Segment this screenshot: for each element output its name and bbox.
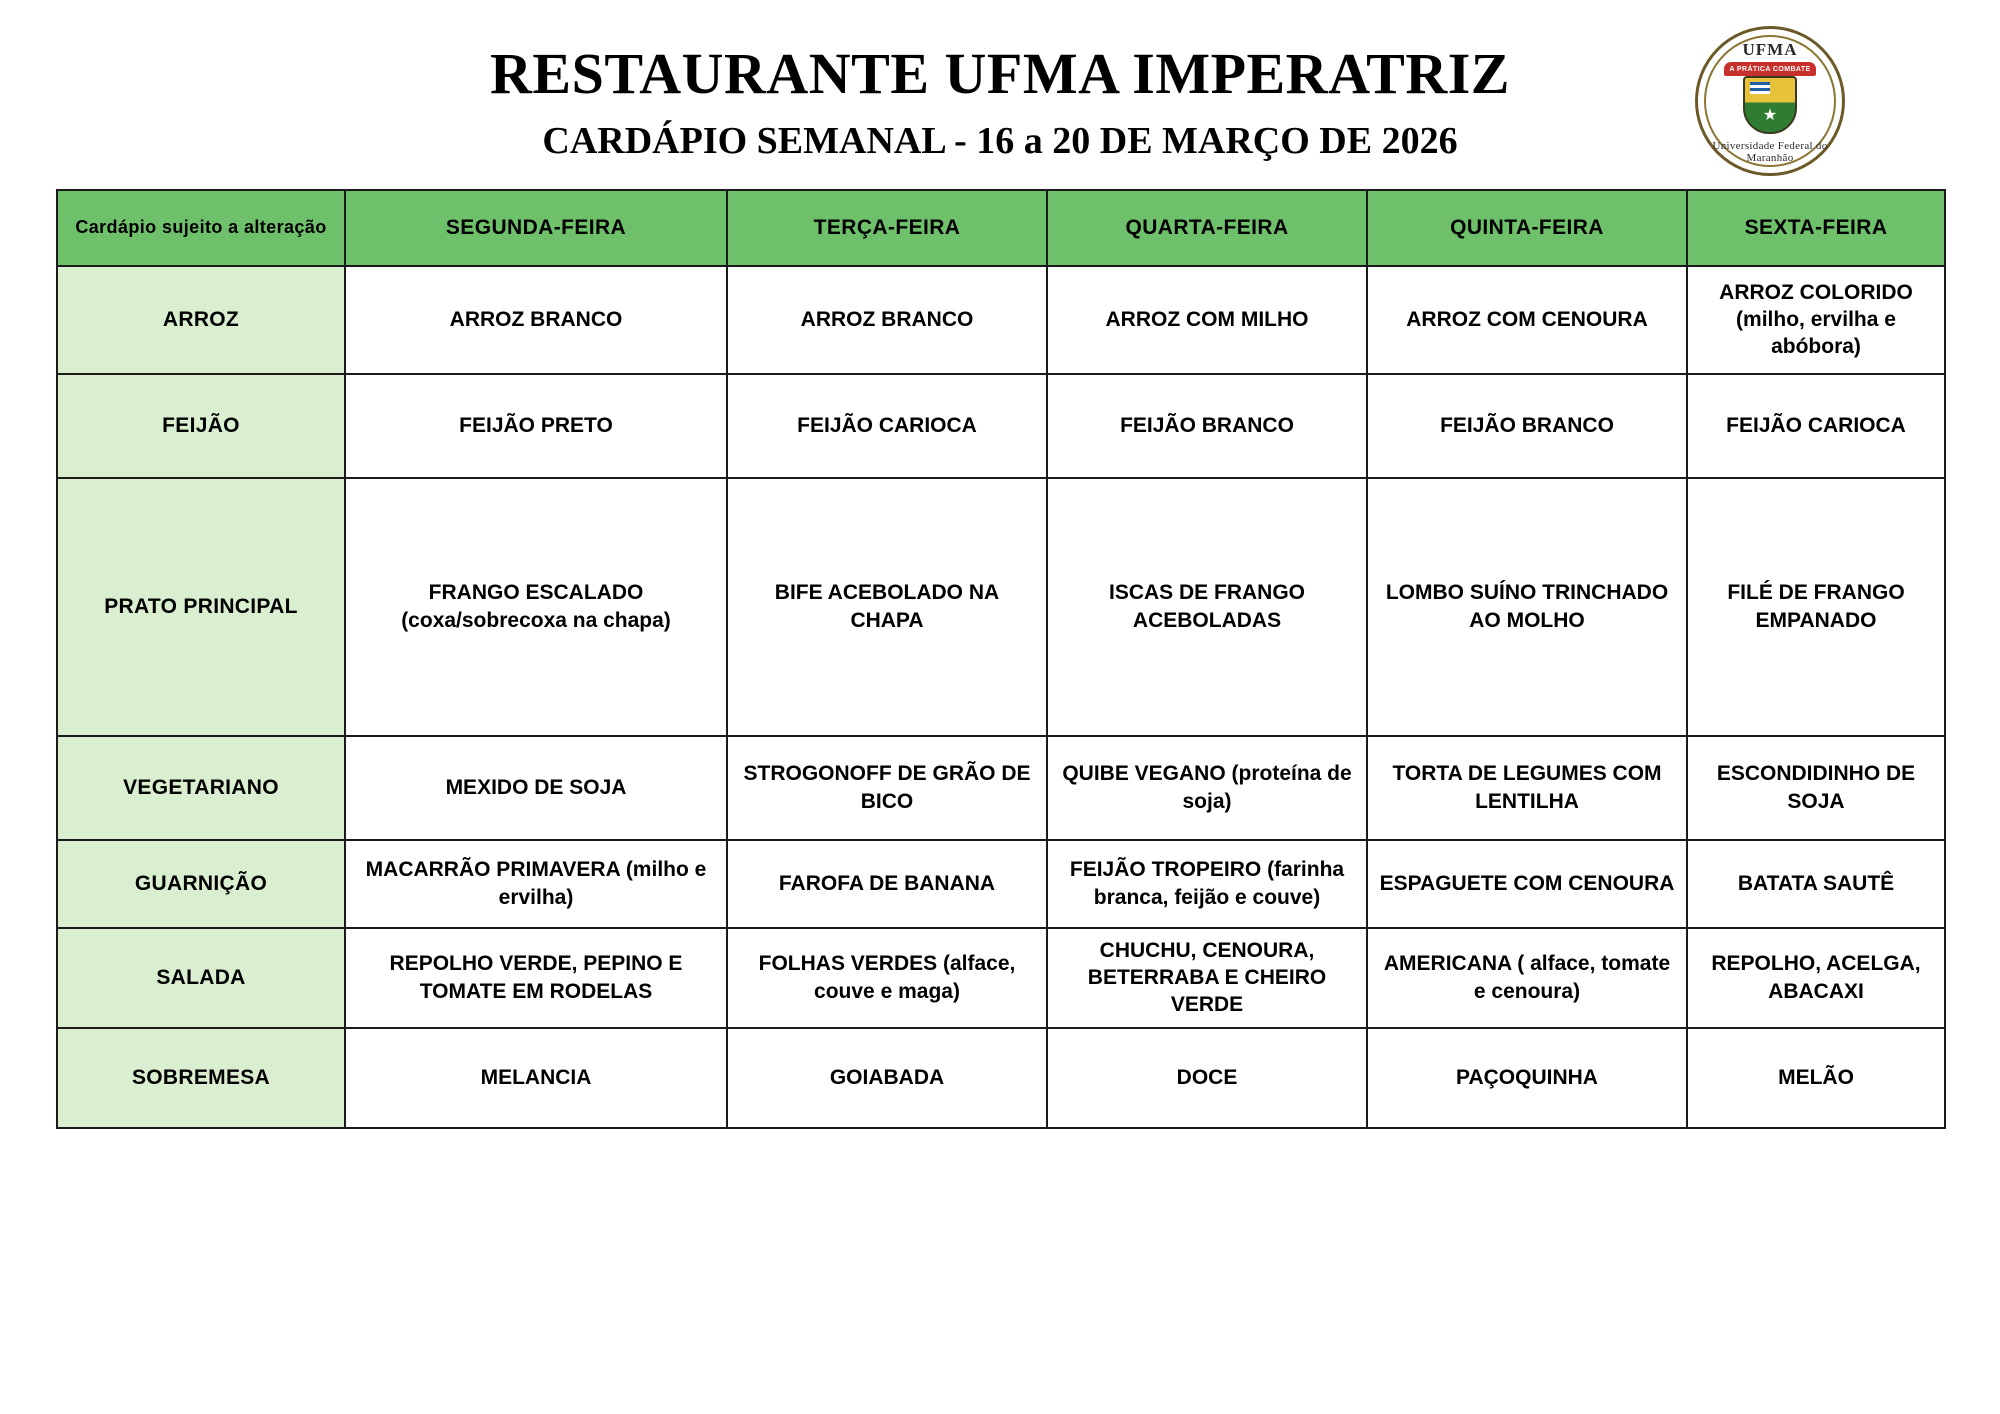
cell-sobremesa-tuesday: GOIABADA	[727, 1028, 1047, 1128]
cell-sobremesa-monday: MELANCIA	[345, 1028, 727, 1128]
cell-salada-thursday: AMERICANA ( alface, tomate e cenoura)	[1367, 928, 1687, 1028]
logo-ribbon-text: A PRÁTICA COMBATE	[1724, 62, 1816, 76]
cell-arroz-monday: ARROZ BRANCO	[345, 266, 727, 374]
table-row	[57, 478, 1945, 736]
cell-prato-tuesday: BIFE ACEBOLADO NA CHAPA	[727, 478, 1047, 736]
row-label-arroz: ARROZ	[57, 266, 345, 374]
table-row	[57, 374, 1945, 478]
cell-arroz-tuesday: ARROZ BRANCO	[727, 266, 1047, 374]
column-header-tuesday: TERÇA-FEIRA	[727, 190, 1047, 266]
cell-prato-friday: FILÉ DE FRANGO EMPANADO	[1687, 478, 1945, 736]
cell-arroz-wednesday: ARROZ COM MILHO	[1047, 266, 1367, 374]
cell-prato-wednesday: ISCAS DE FRANGO ACEBOLADAS	[1047, 478, 1367, 736]
page-subtitle: CARDÁPIO SEMANAL - 16 a 20 DE MARÇO DE 2026	[542, 119, 1458, 162]
row-label-feijao: FEIJÃO	[57, 374, 345, 478]
column-header-thursday: QUINTA-FEIRA	[1367, 190, 1687, 266]
logo-bottom-text: Universidade Federal do Maranhão	[1712, 140, 1828, 164]
cell-salada-tuesday: FOLHAS VERDES (alface, couve e maga)	[727, 928, 1047, 1028]
table-row	[57, 266, 1945, 374]
table-header-row	[57, 190, 1945, 266]
cell-vegetariano-tuesday: STROGONOFF DE GRÃO DE BICO	[727, 736, 1047, 840]
table-row	[57, 736, 1945, 840]
cell-feijao-wednesday: FEIJÃO BRANCO	[1047, 374, 1367, 478]
cell-guarnicao-friday: BATATA SAUTÊ	[1687, 840, 1945, 928]
column-header-wednesday: QUARTA-FEIRA	[1047, 190, 1367, 266]
cell-feijao-monday: FEIJÃO PRETO	[345, 374, 727, 478]
cell-prato-thursday: LOMBO SUÍNO TRINCHADO AO MOLHO	[1367, 478, 1687, 736]
cell-salada-friday: REPOLHO, ACELGA, ABACAXI	[1687, 928, 1945, 1028]
row-label-sobremesa: SOBREMESA	[57, 1028, 345, 1128]
table-row	[57, 928, 1945, 1028]
cell-vegetariano-thursday: TORTA DE LEGUMES COM LENTILHA	[1367, 736, 1687, 840]
cell-sobremesa-friday: MELÃO	[1687, 1028, 1945, 1128]
ufma-logo	[1695, 26, 1845, 176]
cell-sobremesa-wednesday: DOCE	[1047, 1028, 1367, 1128]
table-row	[57, 1028, 1945, 1128]
page-header	[0, 0, 2000, 163]
cell-arroz-friday: ARROZ COLORIDO (milho, ervilha e abóbora)	[1687, 266, 1945, 374]
cell-arroz-thursday: ARROZ COM CENOURA	[1367, 266, 1687, 374]
cell-vegetariano-wednesday: QUIBE VEGANO (proteína de soja)	[1047, 736, 1367, 840]
weekly-menu-table	[56, 189, 1946, 1129]
cell-sobremesa-thursday: PAÇOQUINHA	[1367, 1028, 1687, 1128]
logo-shield-icon	[1743, 76, 1797, 134]
cell-vegetariano-friday: ESCONDIDINHO DE SOJA	[1687, 736, 1945, 840]
cell-feijao-friday: FEIJÃO CARIOCA	[1687, 374, 1945, 478]
cell-feijao-tuesday: FEIJÃO CARIOCA	[727, 374, 1047, 478]
column-header-monday: SEGUNDA-FEIRA	[345, 190, 727, 266]
cell-vegetariano-monday: MEXIDO DE SOJA	[345, 736, 727, 840]
logo-top-text: UFMA	[1742, 40, 1798, 59]
logo-star-icon: ★	[1762, 107, 1778, 124]
row-label-guarnicao: GUARNIÇÃO	[57, 840, 345, 928]
row-label-prato-principal: PRATO PRINCIPAL	[57, 478, 345, 736]
column-header-friday: SEXTA-FEIRA	[1687, 190, 1945, 266]
cell-guarnicao-tuesday: FAROFA DE BANANA	[727, 840, 1047, 928]
cell-salada-wednesday: CHUCHU, CENOURA, BETERRABA E CHEIRO VERDE	[1047, 928, 1367, 1028]
cell-guarnicao-thursday: ESPAGUETE COM CENOURA	[1367, 840, 1687, 928]
page-title: RESTAURANTE UFMA IMPERATRIZ	[490, 41, 1510, 106]
row-label-salada: SALADA	[57, 928, 345, 1028]
cell-prato-monday: FRANGO ESCALADO (coxa/sobrecoxa na chapa)	[345, 478, 727, 736]
menu-table-wrapper	[56, 189, 1944, 1129]
cell-feijao-thursday: FEIJÃO BRANCO	[1367, 374, 1687, 478]
table-corner-label: Cardápio sujeito a alteração	[57, 190, 345, 266]
cell-guarnicao-wednesday: FEIJÃO TROPEIRO (farinha branca, feijão e couve)	[1047, 840, 1367, 928]
row-label-vegetariano: VEGETARIANO	[57, 736, 345, 840]
logo-shield-bars	[1750, 82, 1770, 94]
cell-guarnicao-monday: MACARRÃO PRIMAVERA (milho e ervilha)	[345, 840, 727, 928]
table-row	[57, 840, 1945, 928]
cell-salada-monday: REPOLHO VERDE, PEPINO E TOMATE EM RODELAS	[345, 928, 727, 1028]
